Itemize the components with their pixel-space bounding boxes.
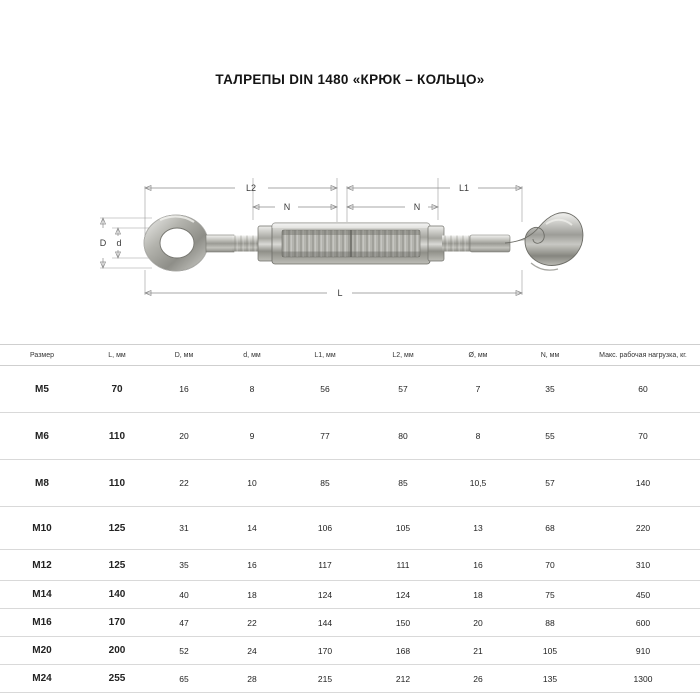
table-row — [0, 581, 700, 609]
cell-d-lower: 10 — [218, 460, 286, 507]
cell-d-lower: 22 — [218, 609, 286, 637]
cell-diameter: 8 — [442, 413, 514, 460]
cell-size: M10 — [0, 507, 84, 550]
cell-n: 88 — [514, 609, 586, 637]
cell-diameter: 26 — [442, 665, 514, 693]
cell-load: 910 — [586, 637, 700, 665]
turnbuckle-schematic — [0, 150, 700, 320]
cell-l: 255 — [84, 665, 150, 693]
cell-d-lower: 28 — [218, 665, 286, 693]
col-header-d-lower: d, мм — [218, 345, 286, 366]
cell-l2: 150 — [364, 609, 442, 637]
cell-l1: 117 — [286, 550, 364, 581]
col-header-diameter: Ø, мм — [442, 345, 514, 366]
cell-size: M5 — [0, 366, 84, 413]
cell-load: 220 — [586, 507, 700, 550]
cell-l1: 144 — [286, 609, 364, 637]
cell-diameter: 21 — [442, 637, 514, 665]
cell-n: 68 — [514, 507, 586, 550]
right-collar — [428, 226, 444, 261]
dim-label-N-right: N — [413, 202, 421, 212]
cell-l1: 170 — [286, 637, 364, 665]
col-header-d-upper: D, мм — [150, 345, 218, 366]
dim-L1 — [347, 183, 522, 193]
cell-l2: 57 — [364, 366, 442, 413]
cell-n: 70 — [514, 550, 586, 581]
cell-d-upper: 52 — [150, 637, 218, 665]
specifications-table — [0, 344, 700, 693]
body-sleeve — [272, 223, 430, 264]
table-header-row — [0, 345, 700, 366]
right-rod — [442, 235, 510, 252]
dim-label-L: L — [337, 288, 343, 298]
dim-label-L1: L1 — [458, 183, 470, 193]
cell-l1: 106 — [286, 507, 364, 550]
cell-size: M20 — [0, 637, 84, 665]
table-row — [0, 550, 700, 581]
cell-l1: 124 — [286, 581, 364, 609]
cell-d-upper: 16 — [150, 366, 218, 413]
cell-size: M6 — [0, 413, 84, 460]
dim-label-d: d — [116, 238, 122, 248]
dim-N-left — [253, 202, 337, 212]
cell-size: M14 — [0, 581, 84, 609]
cell-l: 70 — [84, 366, 150, 413]
cell-l: 140 — [84, 581, 150, 609]
cell-n: 55 — [514, 413, 586, 460]
table-row — [0, 413, 700, 460]
col-header-n: N, мм — [514, 345, 586, 366]
cell-size: M12 — [0, 550, 84, 581]
cell-n: 57 — [514, 460, 586, 507]
cell-d-upper: 65 — [150, 665, 218, 693]
cell-l1: 77 — [286, 413, 364, 460]
cell-d-lower: 9 — [218, 413, 286, 460]
cell-load: 600 — [586, 609, 700, 637]
cell-d-upper: 40 — [150, 581, 218, 609]
table-body — [0, 366, 700, 693]
table-row — [0, 609, 700, 637]
cell-diameter: 20 — [442, 609, 514, 637]
col-header-size: Размер — [0, 345, 84, 366]
cell-load: 310 — [586, 550, 700, 581]
table-header — [0, 345, 700, 366]
dim-label-N-left: N — [283, 202, 291, 212]
cell-l2: 80 — [364, 413, 442, 460]
cell-load: 60 — [586, 366, 700, 413]
cell-n: 35 — [514, 366, 586, 413]
cell-d-upper: 31 — [150, 507, 218, 550]
cell-l2: 212 — [364, 665, 442, 693]
col-header-l: L, мм — [84, 345, 150, 366]
page-title: ТАЛРЕПЫ DIN 1480 «КРЮК – КОЛЬЦО» — [215, 72, 485, 87]
cell-l: 125 — [84, 550, 150, 581]
cell-diameter: 18 — [442, 581, 514, 609]
dim-L2 — [145, 183, 337, 193]
col-header-l2: L2, мм — [364, 345, 442, 366]
cell-diameter: 13 — [442, 507, 514, 550]
table-row — [0, 366, 700, 413]
cell-size: M16 — [0, 609, 84, 637]
cell-load: 450 — [586, 581, 700, 609]
cell-load: 140 — [586, 460, 700, 507]
cell-d-lower: 18 — [218, 581, 286, 609]
cell-l2: 168 — [364, 637, 442, 665]
product-drawing — [0, 150, 700, 320]
cell-d-lower: 24 — [218, 637, 286, 665]
cell-diameter: 10,5 — [442, 460, 514, 507]
col-header-l1: L1, мм — [286, 345, 364, 366]
eye-bolt — [144, 215, 260, 271]
cell-size: M8 — [0, 460, 84, 507]
cell-load: 1300 — [586, 665, 700, 693]
cell-l1: 215 — [286, 665, 364, 693]
cell-d-upper: 22 — [150, 460, 218, 507]
hook — [505, 213, 583, 270]
turnbuckle-illustration — [144, 213, 583, 271]
table-row — [0, 507, 700, 550]
cell-size: M24 — [0, 665, 84, 693]
cell-d-lower: 16 — [218, 550, 286, 581]
cell-diameter: 16 — [442, 550, 514, 581]
cell-n: 105 — [514, 637, 586, 665]
cell-d-upper: 20 — [150, 413, 218, 460]
cell-n: 75 — [514, 581, 586, 609]
cell-l2: 105 — [364, 507, 442, 550]
dim-N-right — [347, 202, 438, 212]
table-row — [0, 637, 700, 665]
col-header-load: Макс. рабочая нагрузка, кг. — [586, 345, 700, 366]
cell-l1: 56 — [286, 366, 364, 413]
cell-n: 135 — [514, 665, 586, 693]
cell-l2: 85 — [364, 460, 442, 507]
cell-load: 70 — [586, 413, 700, 460]
cell-l1: 85 — [286, 460, 364, 507]
cell-l2: 111 — [364, 550, 442, 581]
cell-d-upper: 47 — [150, 609, 218, 637]
cell-l: 110 — [84, 460, 150, 507]
dim-label-L2: L2 — [245, 183, 257, 193]
cell-diameter: 7 — [442, 366, 514, 413]
cell-l2: 124 — [364, 581, 442, 609]
cell-d-upper: 35 — [150, 550, 218, 581]
cell-l: 125 — [84, 507, 150, 550]
dim-label-D: D — [99, 238, 107, 248]
cell-l: 110 — [84, 413, 150, 460]
cell-d-lower: 8 — [218, 366, 286, 413]
dim-L — [145, 288, 522, 298]
cell-l: 200 — [84, 637, 150, 665]
cell-l: 170 — [84, 609, 150, 637]
cell-d-lower: 14 — [218, 507, 286, 550]
table-row — [0, 460, 700, 507]
table-row — [0, 665, 700, 693]
